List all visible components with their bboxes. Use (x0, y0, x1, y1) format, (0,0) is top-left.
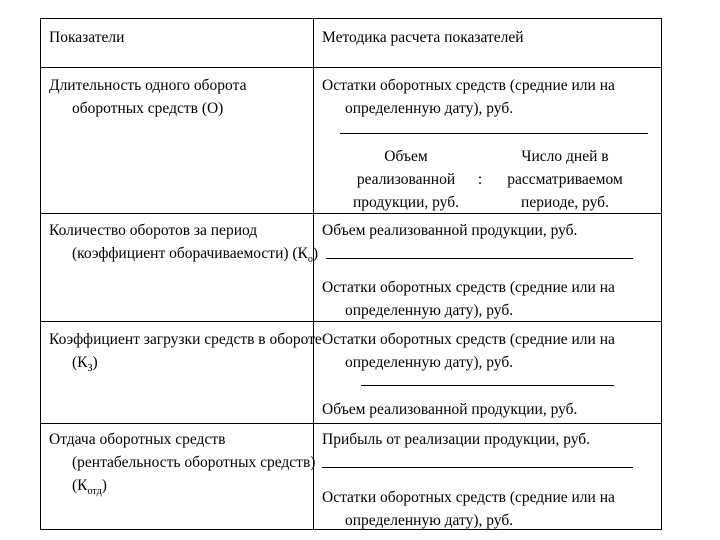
indicator-load-coefficient: Коэффициент загрузки средств в обороте $(К_З)$ (49, 331, 322, 374)
header-method: Методика расчета показателей (322, 29, 524, 46)
formula-denominator-right: Число дней в рассматриваемом периоде, руб. (507, 148, 623, 211)
formula-denominator: Объем реализованной продукции, руб. (322, 401, 578, 418)
formula-denominator: Остатки оборотных средств (средние или на определенную дату), руб. (322, 489, 615, 529)
indicator-turnover-count: Количество оборотов за период (коэффициент оборачиваемости) $(К_о)$ (49, 222, 319, 265)
fraction-line (326, 258, 633, 259)
formula-numerator: Остатки оборотных средств (средние или на определенную дату), руб. (322, 77, 615, 117)
row-divider (40, 423, 662, 424)
fraction-line (340, 133, 648, 134)
row-divider (40, 67, 662, 68)
formula-divide-sign: : (477, 171, 483, 188)
formula-numerator: Остатки оборотных средств (средние или на определенную дату), руб. (322, 331, 615, 371)
formula-denominator: Остатки оборотных средств (средние или на определенную дату), руб. (322, 279, 615, 319)
formula-numerator: Объем реализованной продукции, руб. (322, 222, 578, 239)
fraction-line (361, 385, 614, 386)
fraction-line (322, 467, 633, 468)
indicator-return-on-current-assets: Отдача оборотных средств (рентабельность оборотных средств) $(К_{отд})$ (49, 431, 316, 497)
header-indicators: Показатели (49, 29, 125, 46)
table-border-top (40, 18, 662, 19)
formula-denominator-left: Объем реализованной продукции, руб. (352, 148, 459, 211)
formula-numerator: Прибыль от реализации продукции, руб. (322, 431, 591, 448)
indicator-turnover-duration: Длительность одного оборота оборотных средств (О) (49, 77, 247, 117)
table-border-left (40, 18, 41, 530)
